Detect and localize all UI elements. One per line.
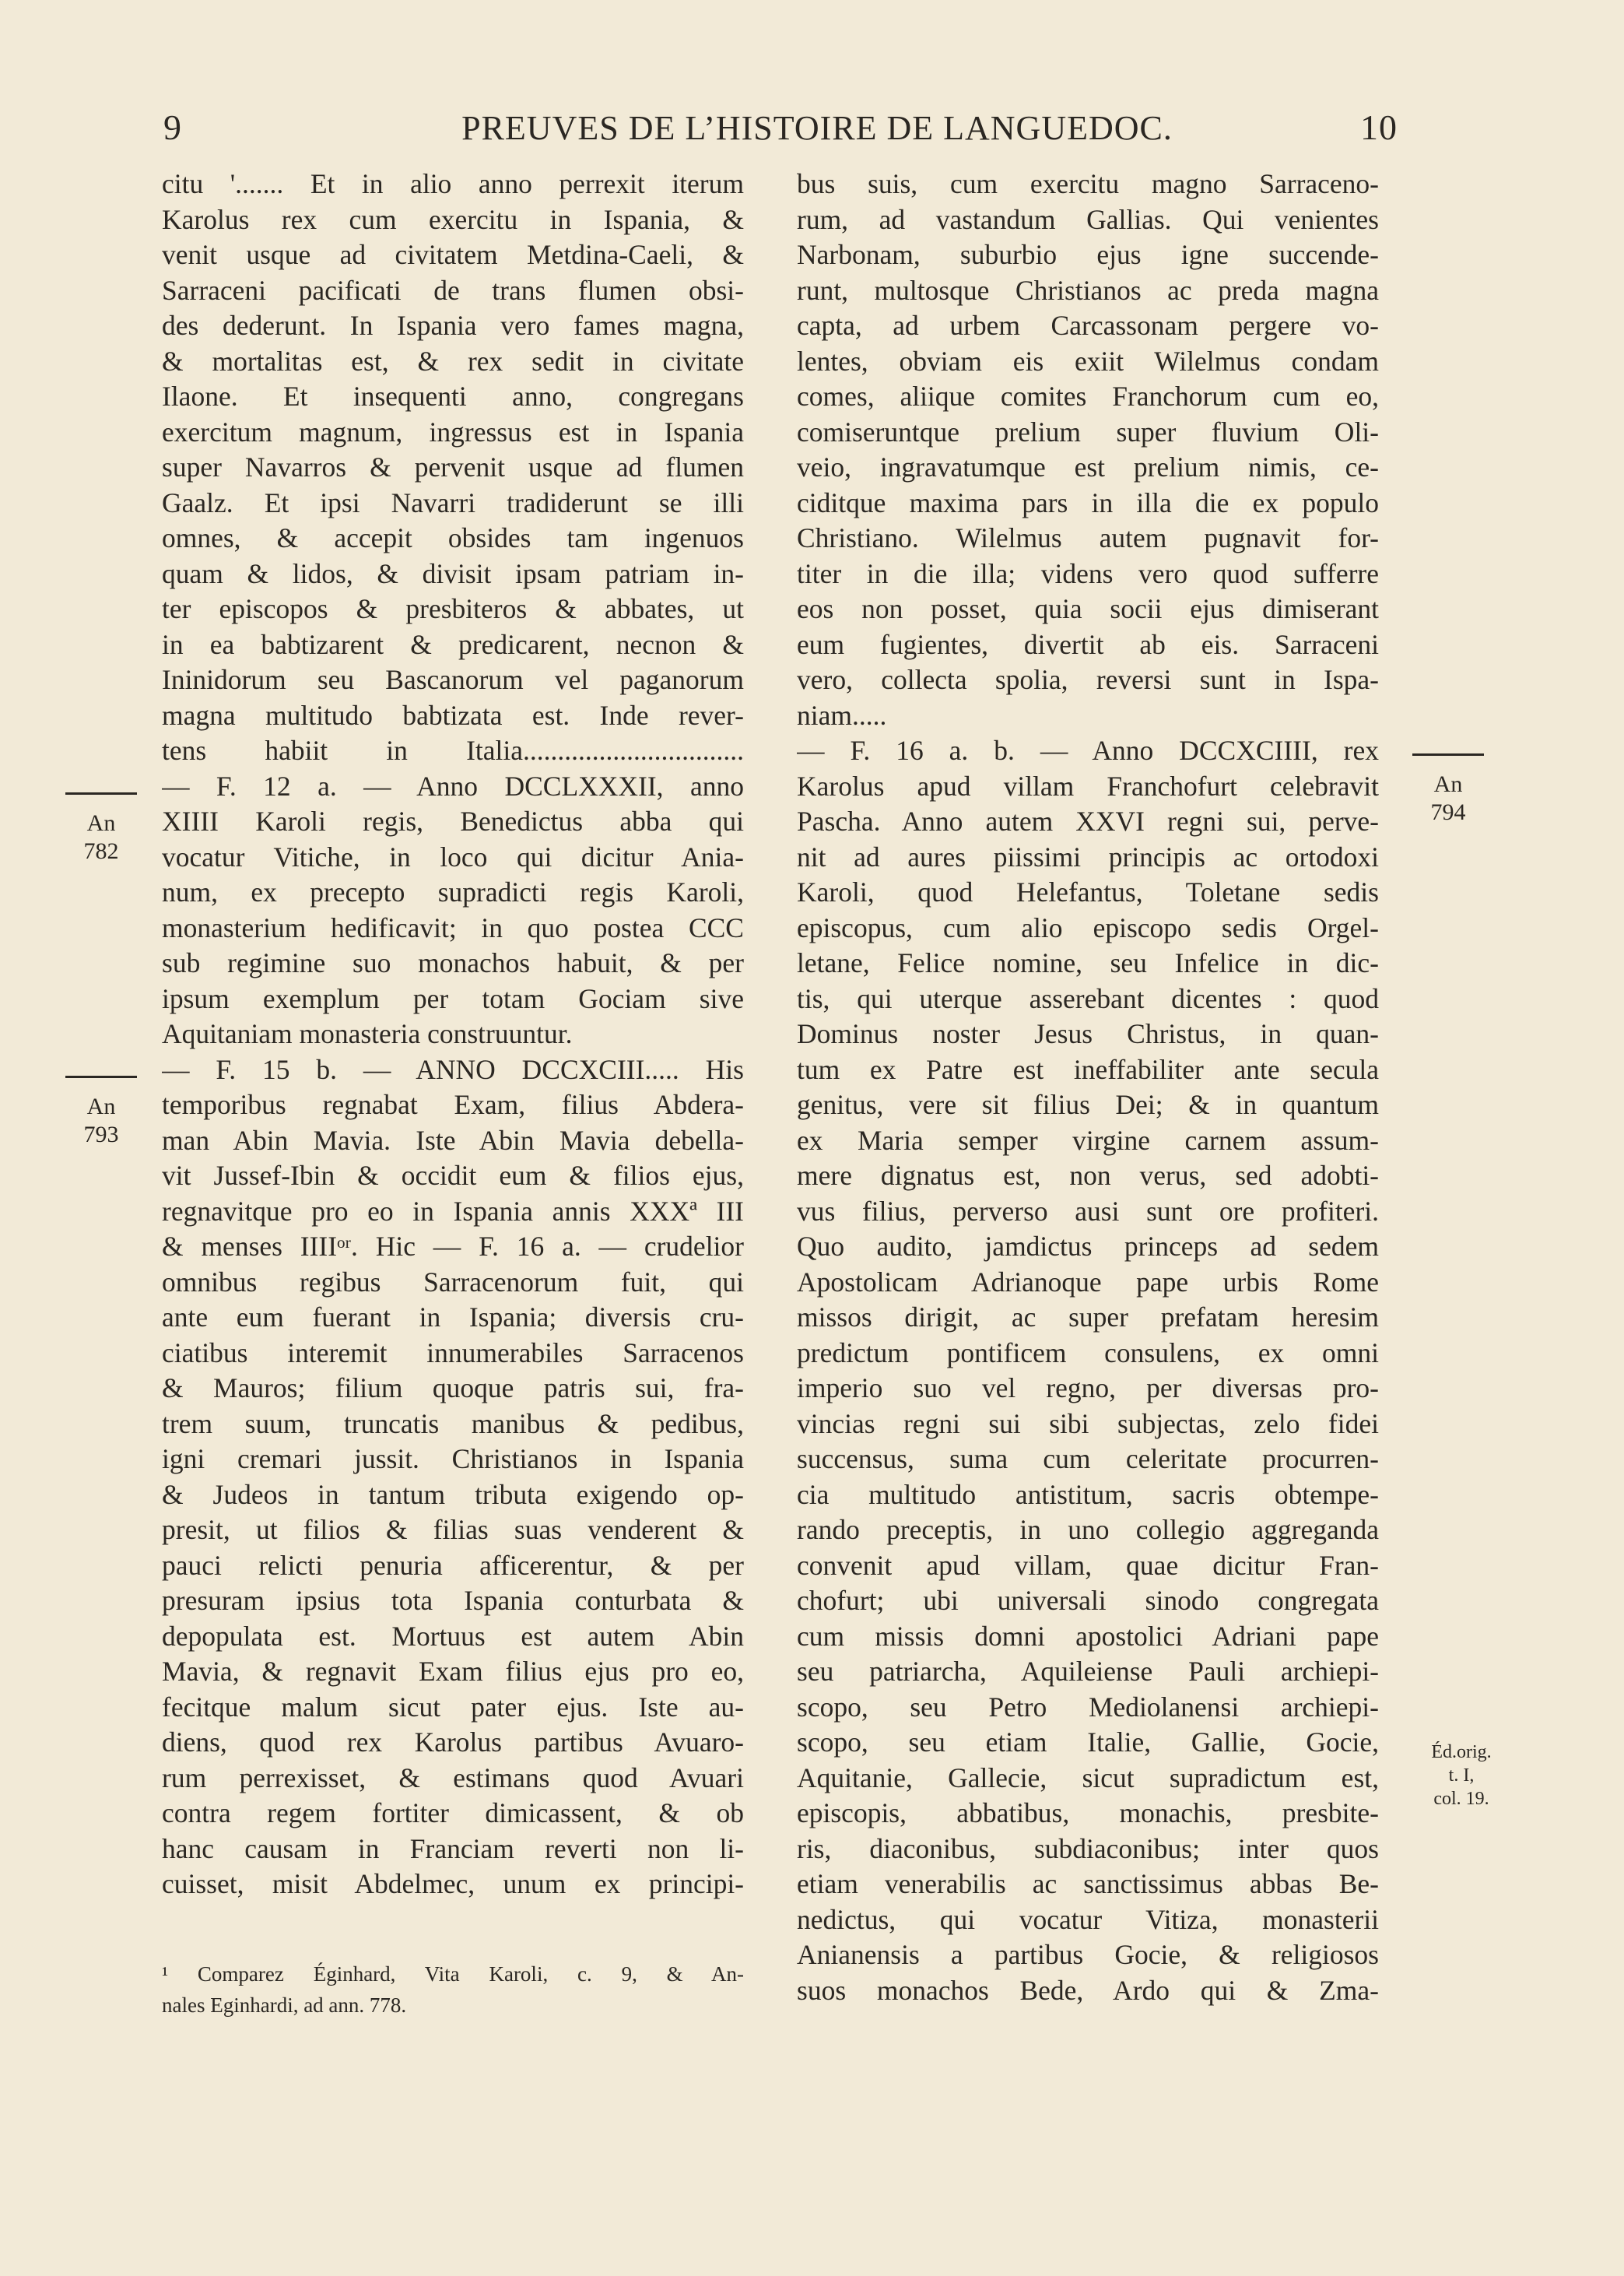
text-line: etiam venerabilis ac sanctissimus abbas Be- [797, 1868, 1379, 1899]
text-line: rando preceptis, in uno collegio aggreganda [797, 1514, 1379, 1545]
text-line: comes, aliique comites Franchorum cum eo, [797, 381, 1379, 412]
text-line: predictum pontificem consulens, ex omni [797, 1336, 1379, 1368]
text-line: letane, Felice nomine, seu Infelice in dic- [797, 947, 1379, 978]
edition-note [1407, 1740, 1516, 1811]
text-line: diens, quod rex Karolus partibus Avuaro- [162, 1726, 744, 1758]
text-line: Aquitaniam monasteria construuntur. [162, 1018, 573, 1049]
edition-note-line: t. I, [1448, 1765, 1475, 1786]
text-line: num, ex precepto supradicti regis Karoli, [162, 876, 744, 908]
text-line: cia multitudo antistitum, sacris obtempe- [797, 1478, 1379, 1510]
text-line: & Mauros; filium quoque patris sui, fra- [162, 1372, 744, 1403]
text-line: nedictus, qui vocatur Vitiza, monasterii [797, 1903, 1379, 1935]
text-line: suos monachos Bede, Ardo qui & Zma- [797, 1974, 1379, 2006]
text-line: super Navarros & pervenit usque ad flumen [162, 451, 744, 483]
left-page-number: 9 [163, 107, 182, 147]
text-line: Dominus noster Jesus Christus, in quan- [797, 1018, 1379, 1049]
text-line: rum perrexisset, & estimans quod Avuari [162, 1761, 744, 1793]
text-line: vit Jussef-Ibin & occidit eum & filios ejus, [162, 1160, 744, 1191]
text-line: Apostolicam Adrianoque pape urbis Rome [797, 1266, 1379, 1298]
text-line: convenit apud villam, quae dicitur Fran- [797, 1549, 1379, 1581]
text-line: — F. 16 a. b. — Anno DCCXCIIII, rex [797, 735, 1379, 766]
text-line: Karolus apud villam Franchofurt celebravit [797, 770, 1379, 802]
text-line: Pascha. Anno autem XXVI regni sui, perve- [797, 806, 1379, 837]
text-line: eos non posset, quia socii ejus dimiserant [797, 593, 1379, 624]
margin-rule-782 [65, 792, 137, 795]
text-line: rum, ad vastandum Gallias. Qui venientes [797, 203, 1379, 235]
text-line: des dederunt. In Ispania vero fames magna, [162, 310, 744, 341]
text-line: presuram ipsius tota Ispania conturbata & [162, 1585, 744, 1616]
text-line: nales Eginhardi, ad ann. 778. [162, 1993, 407, 2017]
text-line: omnes, & accepit obsides tam ingenuos [162, 522, 744, 553]
text-line: omnibus regibus Sarracenorum fuit, qui [162, 1266, 744, 1298]
text-line: tens habiit in Italia................................ [162, 735, 744, 766]
text-line: man Abin Mavia. Iste Abin Mavia debella- [162, 1124, 744, 1156]
text-line: veio, ingravatumque est prelium nimis, ce- [797, 451, 1379, 483]
text-line: seu patriarcha, Aquileiense Pauli archiepi- [797, 1656, 1379, 1687]
text-line: & mortalitas est, & rex sedit in civitate [162, 345, 744, 377]
margin-note-an-label: An [1433, 771, 1463, 797]
text-line: capta, ad urbem Carcassonam pergere vo- [797, 310, 1379, 341]
text-line: sub regimine suo monachos habuit, & per [162, 947, 744, 978]
text-line: episcopis, abbatibus, monachis, presbite- [797, 1797, 1379, 1828]
margin-rule-794 [1412, 753, 1484, 756]
text-line: Quo audito, jamdictus princeps ad sedem [797, 1231, 1379, 1262]
text-line: ter episcopos & presbiteros & abbates, ut [162, 593, 744, 624]
text-line: Karoli, quod Helefantus, Toletane sedis [797, 876, 1379, 908]
text-line: Narbonam, suburbio ejus igne succende- [797, 239, 1379, 270]
text-line: ante eum fuerant in Ispania; diversis cru- [162, 1301, 744, 1333]
text-line: & Judeos in tantum tributa exigendo op- [162, 1478, 744, 1510]
text-line: runt, multosque Christianos ac preda magna [797, 274, 1379, 306]
text-line: Anianensis a partibus Gocie, & religiosos [797, 1939, 1379, 1970]
text-line: bus suis, cum exercitu magno Sarraceno- [797, 168, 1379, 199]
left-text-column [162, 167, 744, 1902]
text-line: mere dignatus est, non verus, sed adobti- [797, 1160, 1379, 1191]
text-line: tum ex Patre est ineffabiliter ante secula [797, 1053, 1379, 1085]
text-line: eum fugientes, divertit ab eis. Sarraceni [797, 628, 1379, 660]
text-line: citu '....... Et in alio anno perrexit iterum [162, 168, 744, 199]
text-line: Karolus rex cum exercitu in Ispania, & [162, 203, 744, 235]
text-line: regnavitque pro eo in Ispania annis XXXª III [162, 1195, 744, 1227]
text-line: depopulata est. Mortuus est autem Abin [162, 1620, 744, 1652]
text-line: chofurt; ubi universali sinodo congregata [797, 1585, 1379, 1616]
text-line: tis, qui uterque asserebant dicentes : quod [797, 982, 1379, 1014]
margin-note-year: 782 [83, 838, 119, 864]
text-line: igni cremari jussit. Christianos in Ispania [162, 1443, 744, 1474]
text-line: ciatibus interemit innumerabiles Sarracenos [162, 1336, 744, 1368]
text-line: lentes, obviam eis exiit Wilelmus condam [797, 345, 1379, 377]
text-line: XIIII Karoli regis, Benedictus abba qui [162, 806, 744, 837]
footnote [162, 1958, 744, 2021]
margin-note-an-782 [65, 810, 137, 866]
margin-rule-793 [65, 1076, 137, 1078]
text-line: hanc causam in Franciam reverti non li- [162, 1832, 744, 1864]
text-line: monasterium hedificavit; in quo postea CCC [162, 911, 744, 943]
text-line: imperio suo vel regno, per diversas pro- [797, 1372, 1379, 1403]
text-line: vincias regni sui sibi subjectas, zelo fidei [797, 1407, 1379, 1439]
margin-note-year: 793 [83, 1122, 119, 1147]
text-line: cum missis domni apostolici Adriani pape [797, 1620, 1379, 1652]
right-text-column [797, 167, 1379, 2008]
text-line: Christiano. Wilelmus autem pugnavit for- [797, 522, 1379, 553]
text-line: succensus, suma cum celeritate procurren- [797, 1443, 1379, 1474]
text-line: vero, collecta spolia, reversi sunt in Ispa- [797, 664, 1379, 695]
text-line: magna multitudo babtizata est. Inde rever- [162, 699, 744, 731]
text-line: fecitque malum sicut pater ejus. Iste au- [162, 1691, 744, 1723]
margin-note-an-793 [65, 1093, 137, 1149]
text-line: ris, diaconibus, subdiaconibus; inter quos [797, 1832, 1379, 1864]
page-title: PREUVES DE L’HISTOIRE DE LANGUEDOC. [461, 109, 1173, 147]
text-line: Ilaone. Et insequenti anno, congregans [162, 381, 744, 412]
text-line: venit usque ad civitatem Metdina-Caeli, & [162, 239, 744, 270]
text-line: comiseruntque prelium super fluvium Oli- [797, 416, 1379, 448]
text-line: cuisset, misit Abdelmec, unum ex principi- [162, 1868, 744, 1899]
text-line: — F. 12 a. — Anno DCCLXXXII, anno [162, 770, 744, 802]
text-line: ipsum exemplum per totam Gociam sive [162, 982, 744, 1014]
text-line: exercitum magnum, ingressus est in Ispania [162, 416, 744, 448]
text-line: Gaalz. Et ipsi Navarri tradiderunt se illi [162, 486, 744, 518]
edition-note-line: Éd.orig. [1431, 1742, 1492, 1762]
right-page-number: 10 [1360, 107, 1398, 147]
text-line: & menses IIIIᵒʳ. Hic — F. 16 a. — crudelior [162, 1231, 744, 1262]
text-line: in ea babtizarent & predicarent, necnon & [162, 628, 744, 660]
text-line: trem suum, truncatis manibus & pedibus, [162, 1407, 744, 1439]
text-line: temporibus regnabat Exam, filius Abdera- [162, 1089, 744, 1120]
text-line: quam & lidos, & divisit ipsam patriam in- [162, 557, 744, 589]
margin-note-year: 794 [1430, 799, 1466, 825]
text-line: nit ad aures piissimi principis ac ortodoxi [797, 841, 1379, 873]
text-line: scopo, seu Petro Mediolanensi archiepi- [797, 1691, 1379, 1723]
text-line: — F. 15 b. — ANNO DCCXCIII..... His [162, 1053, 744, 1085]
text-line: episcopus, cum alio episcopo sedis Orgel- [797, 911, 1379, 943]
text-line: missos dirigit, ac super prefatam heresim [797, 1301, 1379, 1333]
text-line: Sarraceni pacificati de trans flumen obsi- [162, 274, 744, 306]
text-line: vocatur Vitiche, in loco qui dicitur Ania- [162, 841, 744, 873]
text-line: Ininidorum seu Bascanorum vel paganorum [162, 664, 744, 695]
text-line: presit, ut filios & filias suas venderent & [162, 1514, 744, 1545]
text-line: genitus, vere sit filius Dei; & in quantum [797, 1089, 1379, 1120]
text-line: ciditque maxima pars in illa die ex populo [797, 486, 1379, 518]
text-line: contra regem fortiter dimicassent, & ob [162, 1797, 744, 1828]
text-line: Mavia, & regnavit Exam filius ejus pro eo, [162, 1656, 744, 1687]
text-line: ¹ Comparez Éginhard, Vita Karoli, c. 9, & An- [162, 1962, 744, 1986]
margin-note-an-label: An [86, 810, 116, 836]
margin-note-an-794 [1412, 771, 1484, 827]
margin-note-an-label: An [86, 1094, 116, 1119]
text-line: titer in die illa; videns vero quod sufferre [797, 557, 1379, 589]
text-line: scopo, seu etiam Italie, Gallie, Gocie, [797, 1726, 1379, 1758]
text-line: pauci relicti penuria afficerentur, & per [162, 1549, 744, 1581]
text-line: vus filius, perverso ausi sunt ore profiteri. [797, 1195, 1379, 1227]
edition-note-line: col. 19. [1433, 1789, 1489, 1809]
text-line: Aquitanie, Gallecie, sicut supradictum est, [797, 1761, 1379, 1793]
text-line: ex Maria semper virgine carnem assum- [797, 1124, 1379, 1156]
text-line: niam..... [797, 699, 887, 731]
